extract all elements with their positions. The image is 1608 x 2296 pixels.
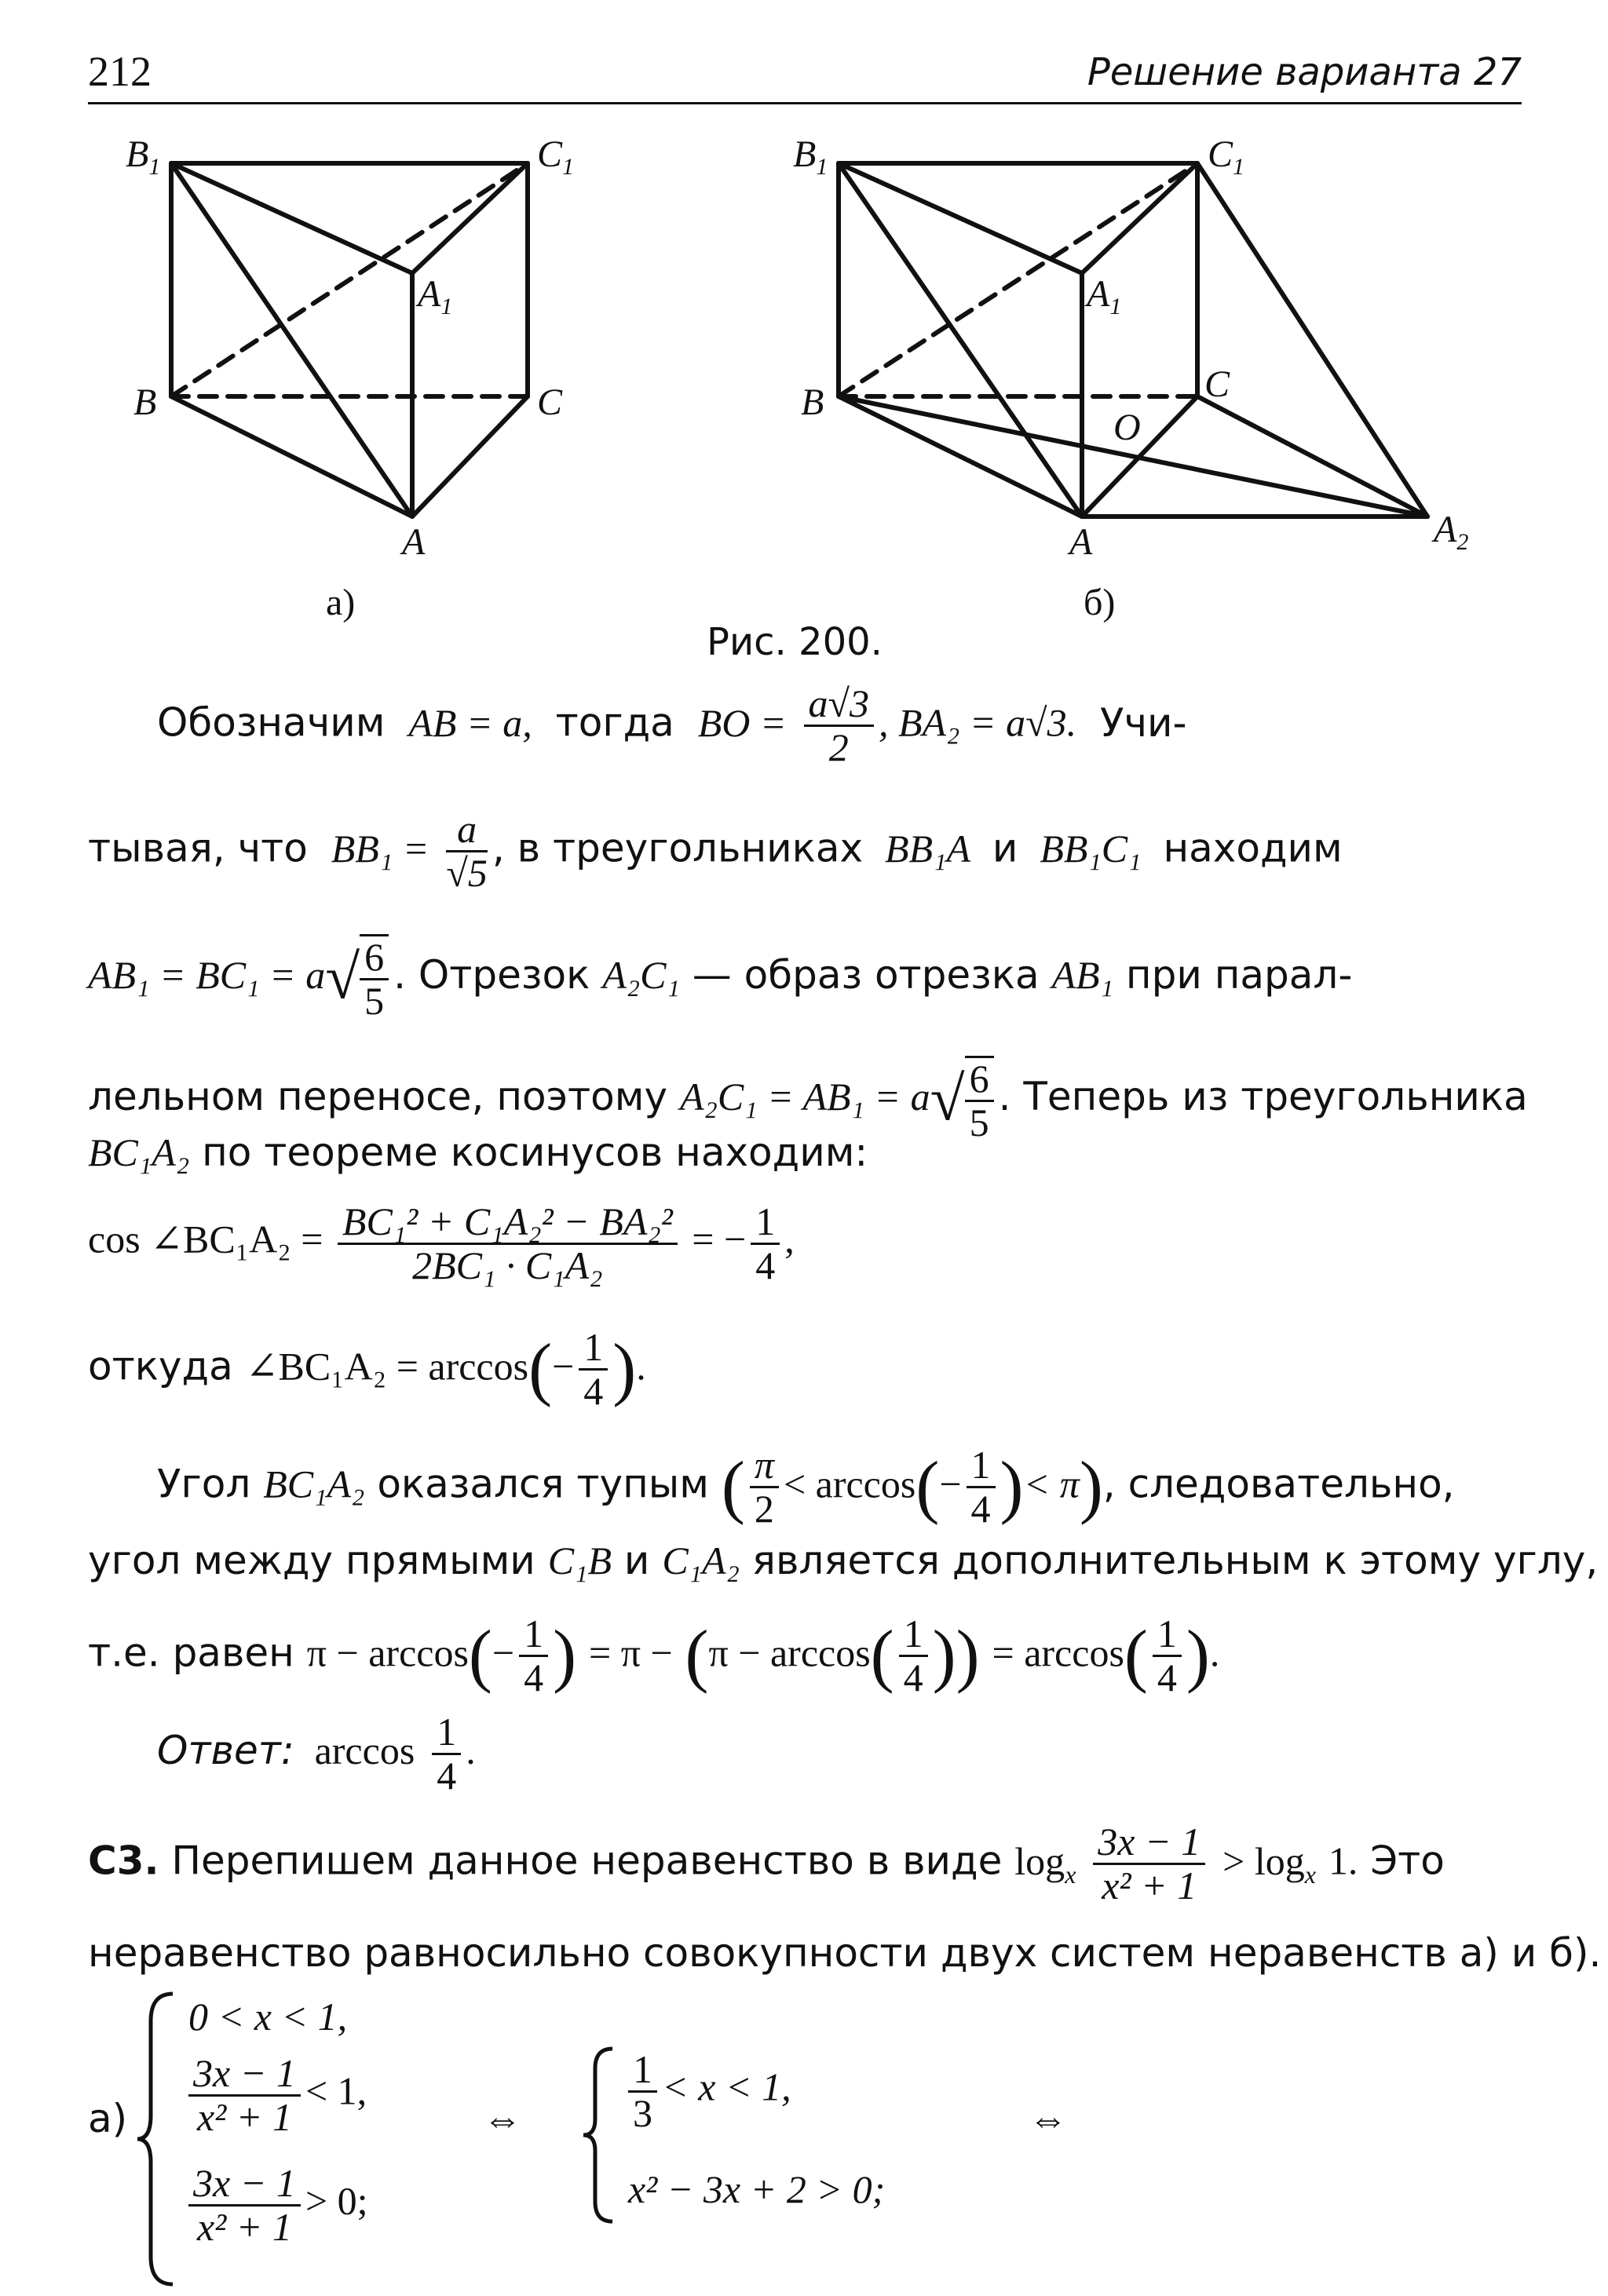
system-a-row-1: 0 < x < 1, — [188, 1995, 348, 2039]
equivalence-2: ⇔ — [1029, 2097, 1068, 2141]
text-line-5: BC₁A₂ по теореме косинусов находим: — [88, 1130, 868, 1175]
prism-b — [839, 163, 1427, 517]
subfigure-b-label: б) — [1084, 582, 1116, 623]
text-line-4: лельном переносе, поэтому A₂C₁ = AB₁ = a√ $\frac{6}{5}$ . Теперь из треугольника — [88, 1057, 1528, 1144]
text-line-9: т.е. равен π − arccos(− $\frac{1}{4}$ ) = π − (π − arccos( $\frac{1}{4}$ )) = arccos( $\frac{1}{4}$ ). — [88, 1612, 1220, 1699]
system-a2-row-1: $\frac{1}{3}$ < x < 1, — [628, 2049, 791, 2134]
figure-caption: Рис. 200. — [707, 620, 883, 664]
label-b-A2: $A_2$ — [1434, 509, 1469, 555]
text-line-2: тывая, что BB₁ = $\frac{a}{√5}$ , в треугольниках BB₁A и BB₁C₁ находим — [88, 807, 1343, 895]
running-title: Решение варианта 27 — [1087, 50, 1522, 94]
label-b-C: C — [1204, 363, 1230, 405]
c3-line-2: неравенство равносильно совокупности двух систем неравенств а) и б). — [88, 1930, 1602, 1976]
figure-200 — [0, 110, 1608, 675]
header-rule — [88, 102, 1522, 104]
label-a-A: A — [402, 521, 426, 563]
system-a-row-2: $\frac{3x - 1}{\text{x² + 1}}$ < 1, — [188, 2053, 367, 2137]
c3-line-1: C3. Перепишем данное неравенство в виде $\log_x$ $\frac{3x - 1}{\text{x² + 1}}$ > $\log_x 1$. Это — [88, 1820, 1445, 1907]
text-line-1: Обозначим AB = a, тогда BO = $\frac{a√3}{2}$ , BA₂ = a√3. Учи- — [157, 681, 1187, 769]
system-a2-row-2: x² − 3x + 2 > 0; — [628, 2167, 886, 2211]
label-a-B1: $B_1$ — [126, 133, 161, 180]
prism-a — [171, 163, 528, 517]
system-a-brace — [133, 1990, 181, 2288]
label-b-A: A — [1069, 521, 1093, 563]
label-a-C: C — [537, 381, 563, 423]
label-a-B: B — [133, 381, 157, 423]
page-number: 212 — [88, 48, 152, 95]
system-a-label: а) — [88, 2096, 128, 2141]
label-a-A1: $A_1$ — [418, 273, 453, 319]
cosine-formula: cos ∠BC₁A₂ = $\frac{\text{BC₁² + C₁A₂² − BA₂²}}{\text{2BC₁ · C₁A₂}}$ = − $\frac{1}{4}$ , — [88, 1199, 795, 1287]
system-a2-brace — [579, 2045, 619, 2225]
label-a-C1: $C_1$ — [537, 133, 575, 180]
label-b-B: B — [801, 381, 824, 423]
label-b-C1: $C_1$ — [1208, 133, 1245, 180]
equivalence-1: ⇔ — [483, 2097, 522, 2141]
label-b-O: O — [1113, 407, 1141, 448]
label-b-B1: $B_1$ — [793, 133, 828, 180]
text-line-from: откуда ∠BC₁A₂ = arccos(− $\frac{1}{4}$ ). — [88, 1325, 646, 1413]
answer-line: Ответ: arccos $\frac{1}{4}$ . — [157, 1710, 476, 1798]
label-b-A1: $A_1$ — [1087, 273, 1122, 319]
system-a-row-3: $\frac{3x - 1}{\text{x² + 1}}$ > 0; — [188, 2163, 368, 2247]
text-line-3: AB₁ = BC₁ = a√ $\frac{6}{5}$ . Отрезок A₂C₁ — образ отрезка AB₁ при парал- — [88, 935, 1353, 1023]
subfigure-a-label: а) — [326, 582, 356, 623]
text-line-8: угол между прямыми C₁B и C₁A₂ является дополнительным к этому углу, — [88, 1538, 1599, 1583]
text-line-angle: Угол BC₁A₂ оказался тупым ( $\frac{\pi}{2}$ < arccos(− $\frac{1}{4}$ )< π), следовательно, — [157, 1443, 1455, 1531]
